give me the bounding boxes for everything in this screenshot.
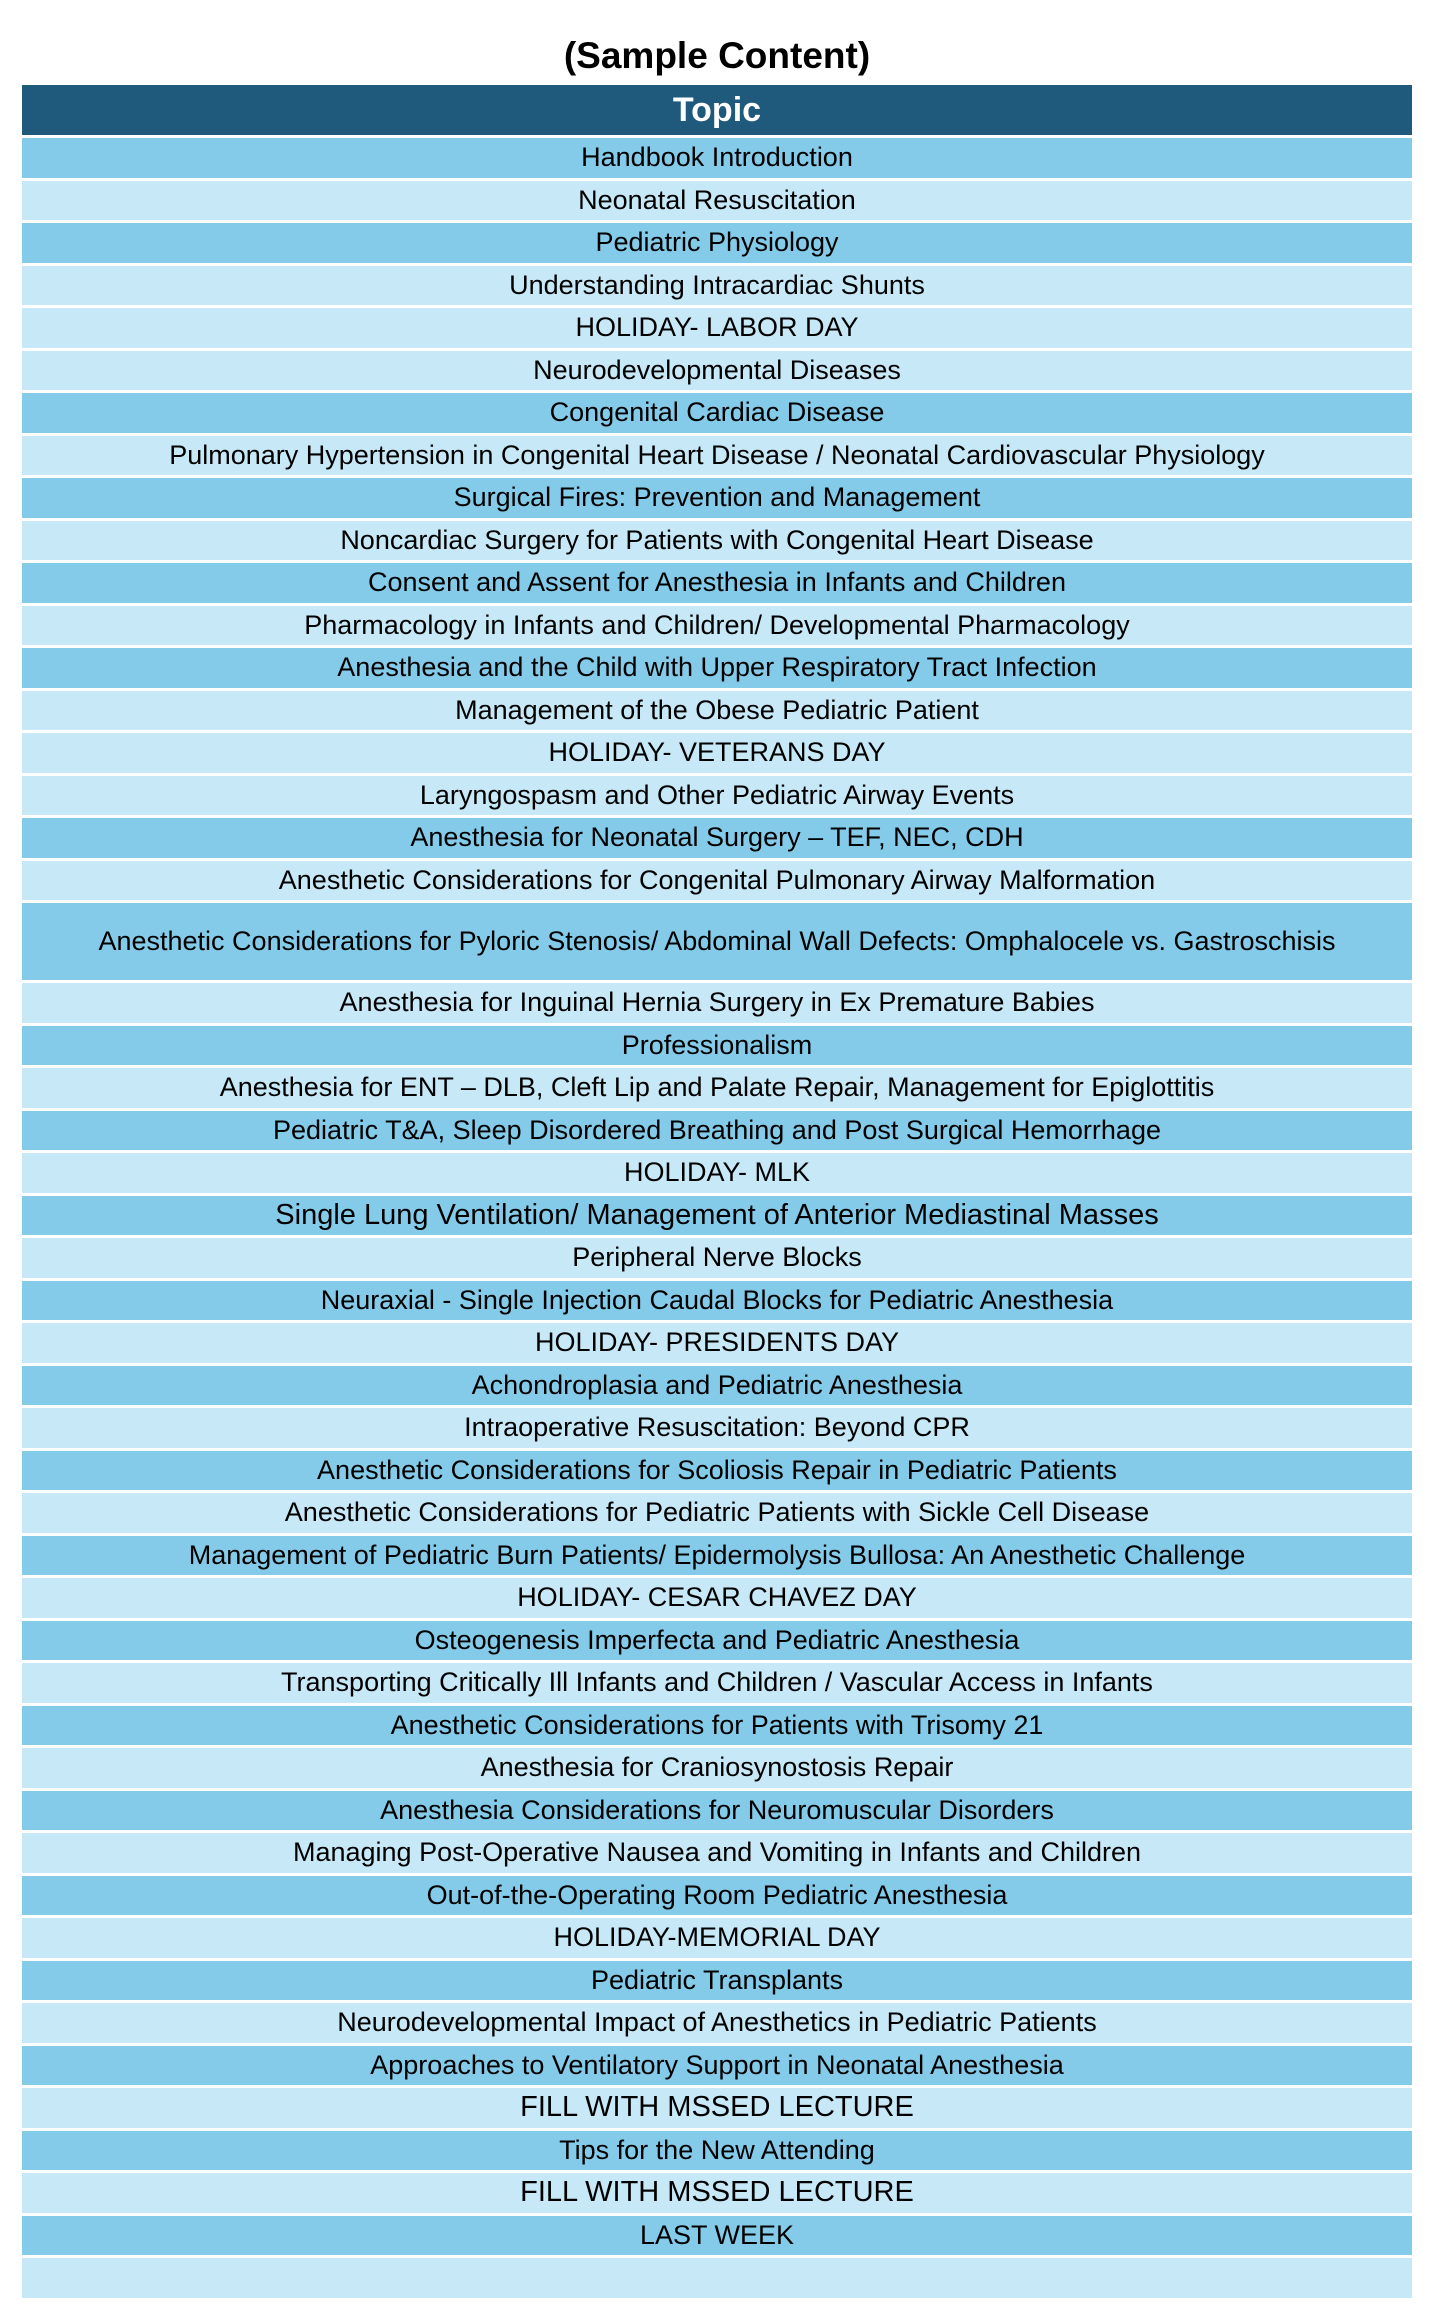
table-row: Neurodevelopmental Diseases <box>22 351 1412 391</box>
table-row: Anesthesia for Craniosynostosis Repair <box>22 1748 1412 1788</box>
table-row: Anesthetic Considerations for Pediatric Patients with Sickle Cell Disease <box>22 1493 1412 1533</box>
table-row: Consent and Assent for Anesthesia in Infants and Children <box>22 563 1412 603</box>
table-row: Neuraxial - Single Injection Caudal Blocks for Pediatric Anesthesia <box>22 1281 1412 1321</box>
table-row: HOLIDAY-MEMORIAL DAY <box>22 1918 1412 1958</box>
table-row: Management of the Obese Pediatric Patient <box>22 691 1412 731</box>
table-row: Noncardiac Surgery for Patients with Congenital Heart Disease <box>22 521 1412 561</box>
table-row: Tips for the New Attending <box>22 2131 1412 2171</box>
table-row: Anesthetic Considerations for Scoliosis Repair in Pediatric Patients <box>22 1451 1412 1491</box>
table-row: LAST WEEK <box>22 2216 1412 2256</box>
table-row: Pediatric Physiology <box>22 223 1412 263</box>
table-row: Peripheral Nerve Blocks <box>22 1238 1412 1278</box>
table-row: FILL WITH MSSED LECTURE <box>22 2173 1412 2213</box>
table-row: Congenital Cardiac Disease <box>22 393 1412 433</box>
topic-table <box>22 85 1412 2301</box>
table-row: Neurodevelopmental Impact of Anesthetics in Pediatric Patients <box>22 2003 1412 2043</box>
table-row: Approaches to Ventilatory Support in Neonatal Anesthesia <box>22 2046 1412 2086</box>
table-row: Transporting Critically Ill Infants and Children / Vascular Access in Infants <box>22 1663 1412 1703</box>
table-row: Handbook Introduction <box>22 138 1412 178</box>
table-row: HOLIDAY- PRESIDENTS DAY <box>22 1323 1412 1363</box>
table-row: Pulmonary Hypertension in Congenital Heart Disease / Neonatal Cardiovascular Physiology <box>22 436 1412 476</box>
table-row: Anesthesia for ENT – DLB, Cleft Lip and Palate Repair, Management for Epiglottitis <box>22 1068 1412 1108</box>
table-row: Achondroplasia and Pediatric Anesthesia <box>22 1366 1412 1406</box>
table-row: Anesthesia for Neonatal Surgery – TEF, NEC, CDH <box>22 818 1412 858</box>
table-row: Anesthetic Considerations for Congenital Pulmonary Airway Malformation <box>22 861 1412 901</box>
table-row: HOLIDAY- MLK <box>22 1153 1412 1193</box>
table-row: Anesthesia and the Child with Upper Respiratory Tract Infection <box>22 648 1412 688</box>
table-row: Laryngospasm and Other Pediatric Airway Events <box>22 776 1412 816</box>
table-row: Anesthetic Considerations for Pyloric Stenosis/ Abdominal Wall Defects: Omphalocele vs. Gastroschisis <box>22 903 1412 980</box>
table-row: Out-of-the-Operating Room Pediatric Anesthesia <box>22 1876 1412 1916</box>
table-row: FILL WITH MSSED LECTURE <box>22 2088 1412 2128</box>
table-row: Anesthesia for Inguinal Hernia Surgery in Ex Premature Babies <box>22 983 1412 1023</box>
table-row: Anesthesia Considerations for Neuromuscular Disorders <box>22 1791 1412 1831</box>
page-title: (Sample Content) <box>563 35 871 76</box>
table-row: Intraoperative Resuscitation: Beyond CPR <box>22 1408 1412 1448</box>
table-row: Anesthetic Considerations for Patients with Trisomy 21 <box>22 1706 1412 1746</box>
table-body <box>22 138 1412 2298</box>
table-row: Professionalism <box>22 1026 1412 1066</box>
table-row: Managing Post-Operative Nausea and Vomiting in Infants and Children <box>22 1833 1412 1873</box>
table-row: Pediatric T&A, Sleep Disordered Breathing and Post Surgical Hemorrhage <box>22 1111 1412 1151</box>
table-row: Understanding Intracardiac Shunts <box>22 266 1412 306</box>
table-row: HOLIDAY- VETERANS DAY <box>22 733 1412 773</box>
table-row: Surgical Fires: Prevention and Management <box>22 478 1412 518</box>
table-row: HOLIDAY- LABOR DAY <box>22 308 1412 348</box>
table-row: Osteogenesis Imperfecta and Pediatric Anesthesia <box>22 1621 1412 1661</box>
table-row: Management of Pediatric Burn Patients/ Epidermolysis Bullosa: An Anesthetic Challenge <box>22 1536 1412 1576</box>
table-row: Pediatric Transplants <box>22 1961 1412 2001</box>
table-row: Single Lung Ventilation/ Management of Anterior Mediastinal Masses <box>22 1196 1412 1236</box>
table-row: Neonatal Resuscitation <box>22 181 1412 221</box>
table-row <box>22 2258 1412 2298</box>
table-row: HOLIDAY- CESAR CHAVEZ DAY <box>22 1578 1412 1618</box>
table-header: Topic <box>22 85 1412 135</box>
table-row: Pharmacology in Infants and Children/ Developmental Pharmacology <box>22 606 1412 646</box>
